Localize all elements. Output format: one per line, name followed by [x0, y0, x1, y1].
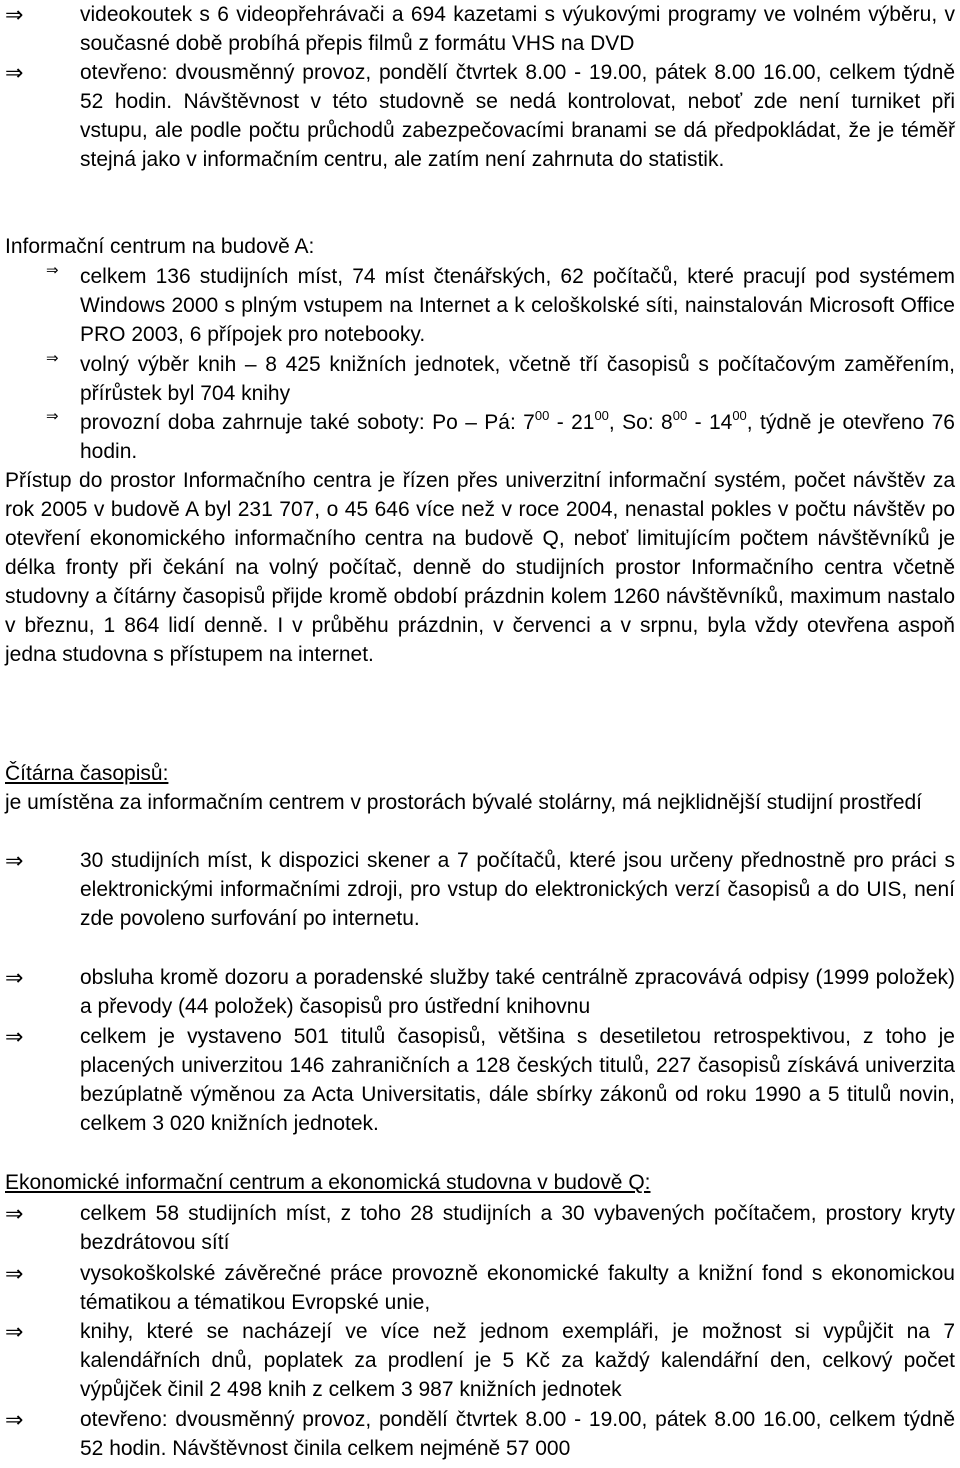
- list-item-text: otevřeno: dvousměnný provoz, pondělí čtvrtek 8.00 - 19.00, pátek 8.00 16.00, celkem týdně 52 hodin. Návštěvnost v této studovně se nedá kontrolovat, neboť zde není turniket při vstupu, ale podle počtu průchodů zabezpečovacími branami se dá předpokládat, že je téměř stejná jako v informačním centru, ale zatím není zahrnuta do statistik.: [80, 61, 955, 171]
- section-heading-info-a: Informační centrum na budově A:: [5, 235, 315, 258]
- rightwards-double-arrow-icon: ⇒: [46, 408, 59, 425]
- rightwards-double-arrow-icon: ⇒: [5, 848, 24, 873]
- list-item-text: provozní doba zahrnuje také soboty: Po – Pá: $7^{00} - 21^{00}$, So: $8^{00} - 14^{00}$, týdně je otevřeno 76 hodin.: [80, 408, 955, 463]
- rightwards-double-arrow-icon: ⇒: [5, 60, 24, 85]
- rightwards-double-arrow-icon: ⇒: [5, 2, 24, 27]
- list-item-text: otevřeno: dvousměnný provoz, pondělí čtvrtek 8.00 - 19.00, pátek 8.00 16.00, celkem týdně 52 hodin. Návštěvnost činila celkem nejméně 57 000: [80, 1408, 955, 1460]
- rightwards-double-arrow-icon: ⇒: [5, 1407, 24, 1432]
- section-heading-eic-q: Ekonomické informační centrum a ekonomická studovna v budově Q:: [5, 1171, 651, 1194]
- paragraph: Přístup do prostor Informačního centra je řízen přes univerzitní informační systém, počet návštěv za rok 2005 v budově A byl 231 707, o 45 646 více než v roce 2004, nenastal pokles v počtu návštěv po otevření ekonomického informačního centra na budově Q, neboť limitujícím počtem návštěvníků je délka fronty při čekání na volný počítač, denně do studijních prostor Informačního centra včetně studovny a čítárny časopisů přijde kromě období prázdnin kolem 1260 návštěvníků, maximum nastalo v březnu, 1 864 lidí denně. I v průběhu prázdnin, v červenci a v srpnu, byla vždy otevřena aspoň jedna studovna s přístupem na internet.: [5, 469, 955, 666]
- rightwards-double-arrow-icon: ⇒: [46, 262, 59, 279]
- paragraph: je umístěna za informačním centrem v prostorách bývalé stolárny, má nejklidnější studijní prostředí: [5, 791, 923, 814]
- rightwards-double-arrow-icon: ⇒: [5, 1261, 24, 1286]
- list-item-text: celkem 58 studijních míst, z toho 28 studijních a 30 vybavených počítačem, prostory kryty bezdrátovou sítí: [80, 1202, 955, 1254]
- rightwards-double-arrow-icon: ⇒: [5, 965, 24, 990]
- list-item-text: celkem je vystaveno 501 titulů časopisů, většina s desetiletou retrospektivou, z toho je placených univerzitou 146 zahraničních a 128 českých titulů, 227 časopisů získává univerzita bezúplatně výměnou za Acta Universitatis, dále sbírky zákonů od roku 1990 a 5 titulů novin, celkem 3 020 knižních jednotek.: [80, 1025, 955, 1135]
- rightwards-double-arrow-icon: ⇒: [5, 1024, 24, 1049]
- list-item-text: videokoutek s 6 videopřehrávači a 694 kazetami s výukovými programy ve volném výběru, v současné době probíhá přepis filmů z formátu VHS na DVD: [80, 3, 955, 55]
- list-item-text: obsluha kromě dozoru a poradenské služby také centrálně zpracovává odpisy (1999 položek) a převody (44 položek) časopisů pro ústřední knihovnu: [80, 966, 955, 1018]
- rightwards-double-arrow-icon: ⇒: [46, 350, 59, 367]
- list-item-text: 30 studijních míst, k dispozici skener a 7 počítačů, které jsou určeny přednostně pro práci s elektronickými informačními zdroji, pro vstup do elektronických verzí časopisů a do UIS, není zde povoleno surfování po internetu.: [80, 849, 955, 930]
- list-item-text: vysokoškolské závěrečné práce provozně ekonomické fakulty a knižní fond s ekonomickou tématikou a tématikou Evropské unie,: [80, 1262, 955, 1314]
- list-item-text: knihy, které se nacházejí ve více než jednom exempláři, je možnost si vypůjčit na 7 kalendářních dnů, poplatek za prodlení je 5 Kč za každý kalendářní den, celkový počet výpůjček činil 2 498 knih z celkem 3 987 knižních jednotek: [80, 1320, 955, 1401]
- rightwards-double-arrow-icon: ⇒: [5, 1201, 24, 1226]
- section-heading-citarna: Čítárna časopisů:: [5, 762, 169, 785]
- rightwards-double-arrow-icon: ⇒: [5, 1319, 24, 1344]
- list-item-text: celkem 136 studijních míst, 74 míst čtenářských, 62 počítačů, které pracují pod systémem Windows 2000 s plným vstupem na Internet a k celoškolské síti, nainstalován Microsoft Office PRO 2003, 6 přípojek pro notebooky.: [80, 265, 955, 346]
- list-item-text: volný výběr knih – 8 425 knižních jednotek, včetně tří časopisů s počítačovým zaměřením, přírůstek byl 704 knihy: [80, 353, 955, 405]
